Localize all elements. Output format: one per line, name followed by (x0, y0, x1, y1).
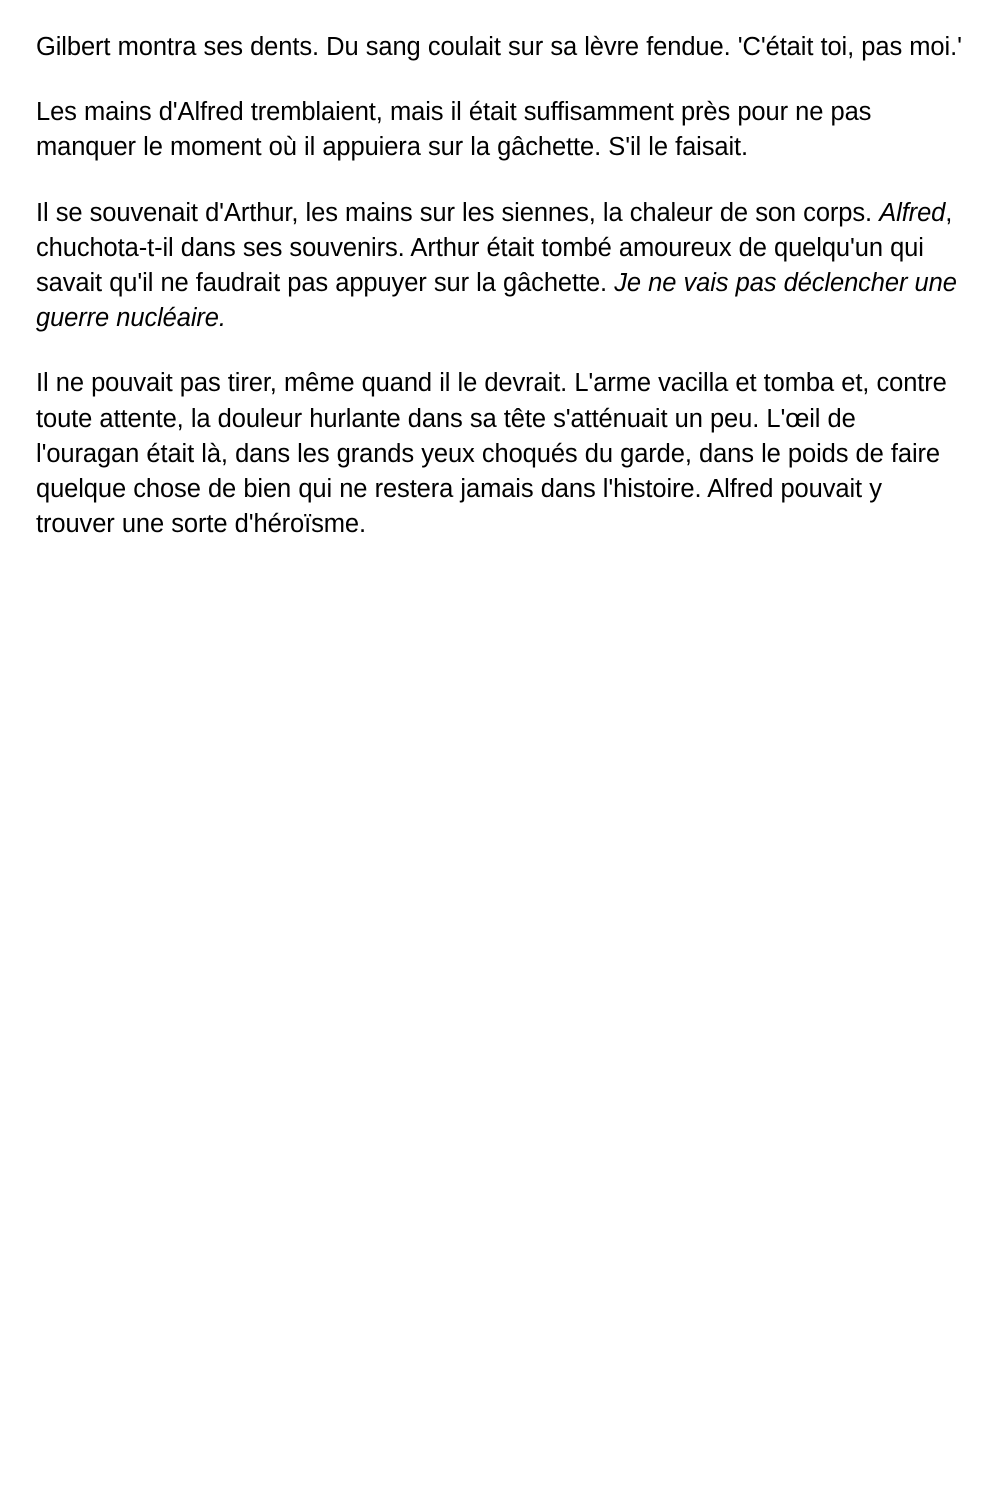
paragraph (36, 196, 964, 337)
text-run: Les mains d'Alfred tremblaient, mais il était suffisamment près pour ne pas manquer le moment où il appuiera sur la gâchette. S'il le faisait. (36, 98, 872, 162)
emphasis-text: Je ne vais pas déclencher une guerre nucléaire. (36, 268, 957, 333)
paragraph (36, 30, 964, 65)
text-run: Il se souvenait d'Arthur, les mains sur les siennes, la chaleur de son corps. (36, 198, 880, 227)
text-run: Gilbert montra ses dents. Du sang coulait sur sa lèvre fendue. 'C'était toi, pas moi.' (36, 33, 962, 61)
text-run: Il ne pouvait pas tirer, même quand il le devrait. L'arme vacilla et tomba et, contre toute attente, la douleur hurlante dans sa tête s'atténuait un peu. L'œil de l'ouragan était là, dans les grands yeux choqués du garde, dans le poids de faire quelque chose de bien qui ne restera jamais dans l'histoire. Alfred pouvait y trouver une sorte d'héroïsme. (36, 369, 947, 539)
text-run: , chuchota-t-il dans ses souvenirs. Arthur était tombé amoureux de quelqu'un qui savait qu'il ne faudrait pas appuyer sur la gâchette. (36, 198, 953, 297)
paragraph (36, 95, 964, 165)
document-body (36, 30, 964, 542)
emphasis-text: Alfred (879, 198, 946, 227)
paragraph (36, 366, 964, 542)
